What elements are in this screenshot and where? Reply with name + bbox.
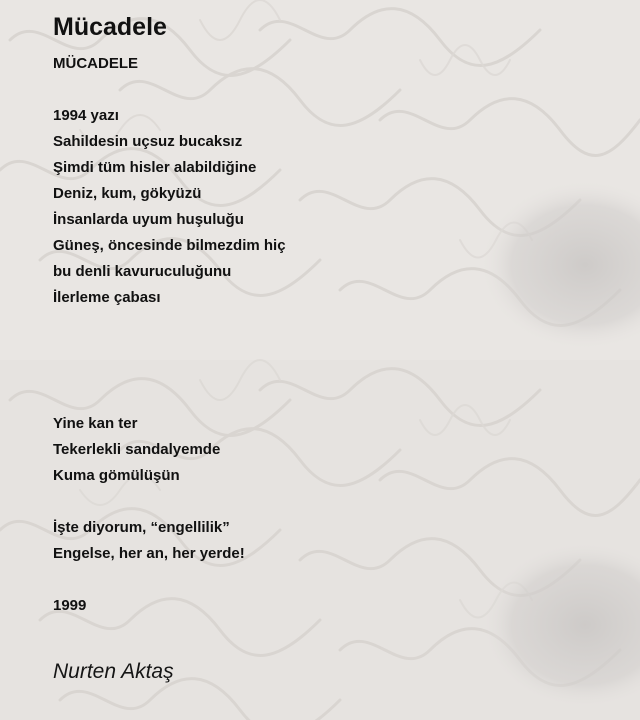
poem-line: İşte diyorum, “engellilik”: [53, 519, 230, 536]
poem-year: 1999: [53, 597, 87, 614]
poem-line: Deniz, kum, gökyüzü: [53, 185, 202, 202]
poem-line: bu denli kavuruculuğunu: [53, 263, 232, 280]
poem-line: Engelse, her an, her yerde!: [53, 545, 245, 562]
poem-line: İnsanlarda uyum huşuluğu: [53, 211, 244, 228]
poem-line: Şimdi tüm hisler alabildiğine: [53, 159, 257, 176]
poem-line: Tekerlekli sandalyemde: [53, 441, 221, 458]
author-signature: Nurten Aktaş: [53, 660, 174, 683]
poem-line: Yine kan ter: [53, 415, 138, 432]
poem-heading: MÜCADELE: [53, 55, 138, 72]
poem-line: 1994 yazı: [53, 107, 119, 124]
poem-line: Sahildesin uçsuz bucaksız: [53, 133, 243, 150]
page-title: Mücadele: [53, 13, 167, 41]
poem-line: İlerleme çabası: [53, 289, 161, 306]
poem-line: Güneş, öncesinde bilmezdim hiç: [53, 237, 286, 254]
poem-line: Kuma gömülüşün: [53, 467, 180, 484]
